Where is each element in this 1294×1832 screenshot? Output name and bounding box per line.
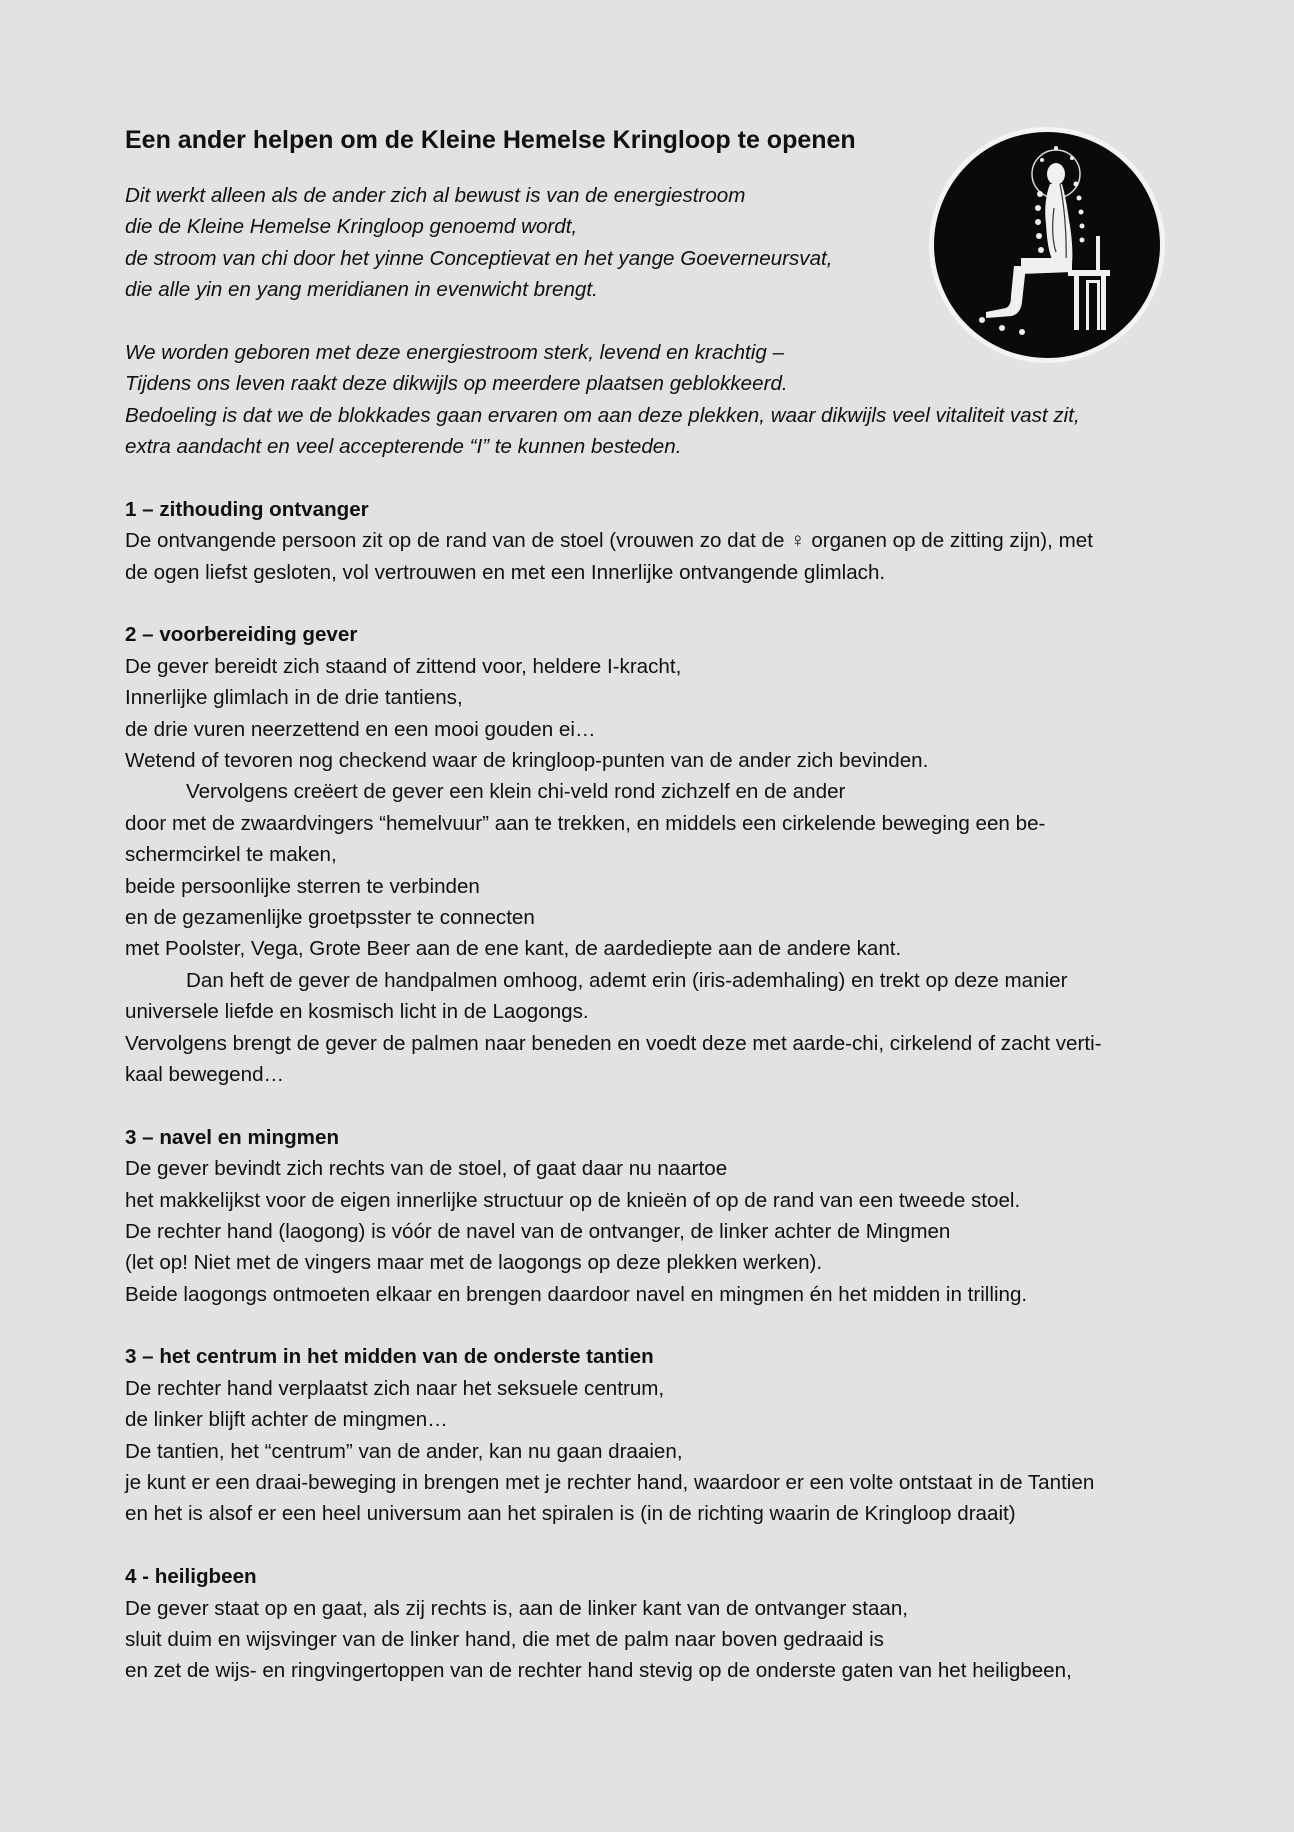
body-line: De gever bereidt zich staand of zittend voor, heldere I-kracht, <box>125 654 682 678</box>
intro-line: Tijdens ons leven raakt deze dikwijls op meerdere plaatsen geblokkeerd. <box>125 372 788 396</box>
body-line: de drie vuren neerzettend en een mooi gouden ei… <box>125 717 596 741</box>
section-3-navel <box>125 1122 1175 1310</box>
body-line: met Poolster, Vega, Grote Beer aan de ene kant, de aardediepte aan de andere kant. <box>125 937 902 961</box>
intro-line: Bedoeling is dat we de blokkades gaan ervaren om aan deze plekken, waar dikwijls veel vitaliteit vast zit, <box>125 403 1080 427</box>
section-heading: 3 – navel en mingmen <box>125 1125 340 1149</box>
body-line: De ontvangende persoon zit op de rand van de stoel (vrouwen zo dat de ♀ organen op de zitting zijn), met <box>125 529 1093 553</box>
body-line: door met de zwaardvingers “hemelvuur” aan te trekken, en middels een cirkelende beweging een be- <box>125 811 1046 835</box>
section-2 <box>125 619 1175 1090</box>
body-line: De tantien, het “centrum” van de ander, kan nu gaan draaien, <box>125 1439 683 1463</box>
spacer <box>125 1530 1175 1561</box>
section-heading: 4 - heiligbeen <box>125 1565 257 1589</box>
document-title: Een ander helpen om de Kleine Hemelse Kringloop te openen <box>125 126 856 154</box>
body-line: de linker blijft achter de mingmen… <box>125 1408 448 1432</box>
seated-figure-orbit-icon <box>926 124 1168 366</box>
spacer <box>125 588 1175 619</box>
body-line: universele liefde en kosmisch licht in de Laogongs. <box>125 1000 589 1024</box>
section-4 <box>125 1561 1175 1687</box>
body-line: en het is alsof er een heel universum aan het spiralen is (in de richting waarin de Kringloop draait) <box>125 1502 1016 1526</box>
body-line: Beide laogongs ontmoeten elkaar en brengen daardoor navel en mingmen én het midden in trilling. <box>125 1282 1028 1306</box>
body-line: Vervolgens creëert de gever een klein chi-veld rond zichzelf en de ander <box>186 780 846 804</box>
body-line: De gever staat op en gaat, als zij rechts is, aan de linker kant van de ontvanger staan, <box>125 1596 909 1620</box>
body-line: De gever bevindt zich rechts van de stoel, of gaat daar nu naartoe <box>125 1157 728 1181</box>
body-line: je kunt er een draai-beweging in brengen met je rechter hand, waardoor er een volte ontstaat in de Tantien <box>125 1471 1095 1495</box>
body-line: en de gezamenlijke groetpsster te connecten <box>125 905 535 929</box>
intro-line: die alle yin en yang meridianen in evenwicht brengt. <box>125 278 598 302</box>
body-line: Vervolgens brengt de gever de palmen naar beneden en voedt deze met aarde-chi, cirkelend of zacht verti- <box>125 1031 1102 1055</box>
intro-line: Dit werkt alleen als de ander zich al bewust is van de energiestroom <box>125 184 746 207</box>
body-line: schermcirkel te maken, <box>125 843 337 867</box>
body-line: De rechter hand verplaatst zich naar het seksuele centrum, <box>125 1376 665 1400</box>
spacer <box>125 1090 1175 1121</box>
body-line: Innerlijke glimlach in de drie tantiens, <box>125 686 463 710</box>
intro-line: de stroom van chi door het yinne Conceptievat en het yange Goeverneursvat, <box>125 246 833 270</box>
body-line: Wetend of tevoren nog checkend waar de kringloop-punten van de ander zich bevinden. <box>125 749 929 773</box>
section-heading: 1 – zithouding ontvanger <box>125 497 369 521</box>
spacer <box>125 463 1175 494</box>
section-heading: 3 – het centrum in het midden van de onderste tantien <box>125 1345 654 1369</box>
section-1 <box>125 494 1175 588</box>
body-line: kaal bewegend… <box>125 1062 285 1086</box>
section-heading: 2 – voorbereiding gever <box>125 623 358 647</box>
intro-line: extra aandacht en veel accepterende “I” te kunnen besteden. <box>125 435 682 459</box>
body-line: De rechter hand (laogong) is vóór de navel van de ontvanger, de linker achter de Mingmen <box>125 1219 951 1243</box>
intro-line: die de Kleine Hemelse Kringloop genoemd wordt, <box>125 215 578 239</box>
body-line: de ogen liefst gesloten, vol vertrouwen en met een Innerlijke ontvangende glimlach. <box>125 560 886 584</box>
body-line: Dan heft de gever de handpalmen omhoog, ademt erin (iris-ademhaling) en trekt op deze manier <box>186 968 1068 992</box>
body-line: en zet de wijs- en ringvingertoppen van de rechter hand stevig op de onderste gaten van het heiligbeen, <box>125 1659 1072 1683</box>
body-line: (let op! Niet met de vingers maar met de laogongs op deze plekken werken). <box>125 1251 823 1275</box>
section-3-centrum <box>125 1341 1175 1529</box>
body-line: sluit duim en wijsvinger van de linker hand, die met de palm naar boven gedraaid is <box>125 1627 884 1651</box>
intro-line: We worden geboren met deze energiestroom sterk, levend en krachtig – <box>125 340 784 364</box>
body-line: het makkelijkst voor de eigen innerlijke structuur op de knieën of op de rand van een tweede stoel. <box>125 1188 1021 1212</box>
spacer <box>125 1310 1175 1341</box>
body-line: beide persoonlijke sterren te verbinden <box>125 874 480 898</box>
